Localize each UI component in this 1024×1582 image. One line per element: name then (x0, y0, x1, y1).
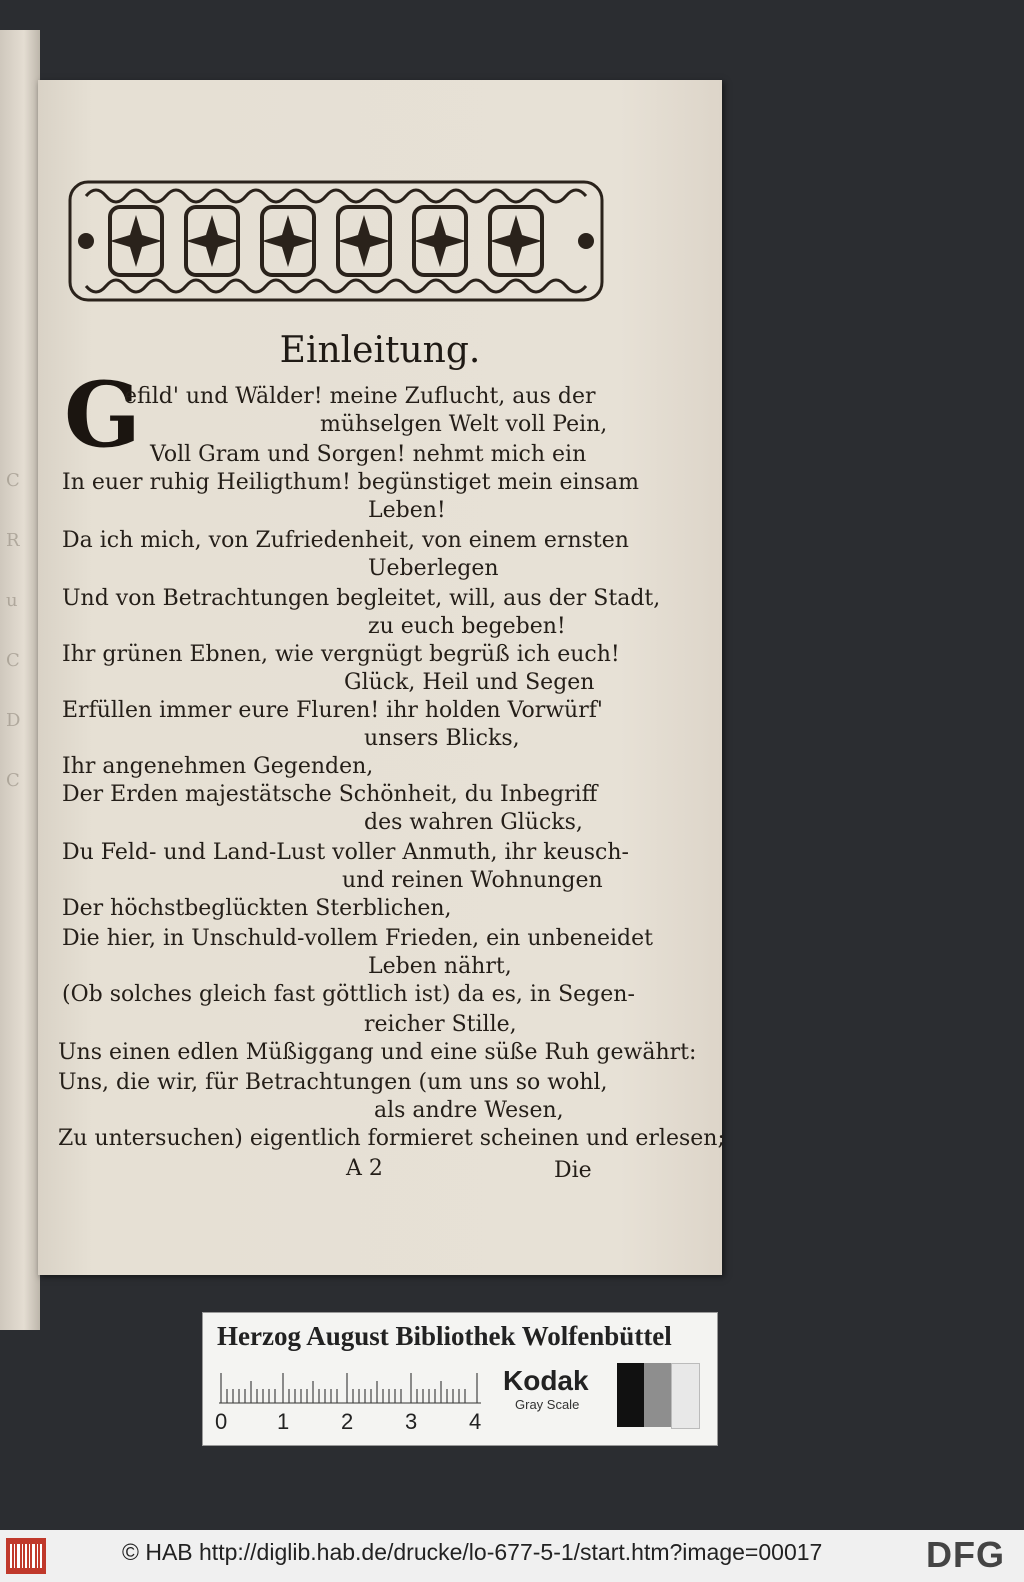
dfg-logo: DFG (926, 1534, 1005, 1575)
catchword: Die (554, 1158, 592, 1183)
verse-line: Ueberlegen (368, 556, 499, 581)
ghost-letter: R (6, 530, 20, 551)
verse-line: zu euch begeben! (368, 614, 566, 639)
verse-line: Und von Betrachtungen begleitet, will, aus der Stadt, (62, 586, 661, 611)
gray-swatch-mid (644, 1363, 671, 1427)
verse-line: Der Erden majestätsche Schönheit, du Inbegriff (62, 782, 598, 807)
verse-line: Du Feld- und Land-Lust voller Anmuth, ihr keusch- (62, 840, 629, 865)
book-page (38, 80, 725, 1275)
barcode-icon (6, 1538, 46, 1574)
credit-line: © HAB http://diglib.hab.de/drucke/lo-677-5-1/start.htm?image=00017 (122, 1539, 823, 1565)
verse-line: Ihr grünen Ebnen, wie vergnügt begrüß ich euch! (62, 642, 620, 667)
ruler-number: 3 (405, 1409, 418, 1434)
verse-line: als andre Wesen, (374, 1098, 564, 1123)
ruler-number: 1 (277, 1409, 290, 1434)
verse-line: des wahren Glücks, (364, 810, 583, 835)
ghost-letter: C (6, 650, 20, 671)
verse-line: Leben! (368, 498, 446, 523)
kodak-subtitle: Gray Scale (515, 1397, 580, 1412)
verse-line: Uns einen edlen Müßiggang und eine süße Ruh gewährt: (58, 1040, 697, 1065)
ghost-letter: u (6, 590, 18, 611)
ghost-letter: C (6, 470, 20, 491)
drop-capital: G (64, 362, 141, 468)
verse-line: unsers Blicks, (364, 726, 520, 751)
verse-line: Uns, die wir, für Betrachtungen (um uns so wohl, (58, 1070, 608, 1095)
verse-line: Zu untersuchen) eigentlich formieret scheinen und erlesen; (58, 1126, 725, 1151)
verse-line: Der höchstbeglückten Sterblichen, (62, 896, 452, 921)
verse-line: Erfüllen immer eure Fluren! ihr holden Vorwürf' (62, 698, 603, 723)
adjacent-page-edge (0, 30, 40, 1330)
verse-line: Voll Gram und Sorgen! nehmt mich ein (150, 442, 587, 467)
ruler-number: 4 (469, 1409, 482, 1434)
page-heading: Einleitung. (279, 330, 481, 371)
color-target-card (202, 1312, 718, 1446)
signature-mark: A 2 (346, 1156, 383, 1181)
verse-line: (Ob solches gleich fast göttlich ist) da es, in Segen- (62, 982, 635, 1007)
verse-line: Glück, Heil und Segen (344, 670, 595, 695)
gray-swatch-white (671, 1363, 700, 1429)
footer-bar (0, 1530, 1024, 1582)
verse-line: Da ich mich, von Zufriedenheit, von einem ernsten (62, 528, 629, 553)
library-name: Herzog August Bibliothek Wolfenbüttel (217, 1321, 672, 1351)
verse-line: efild' und Wälder! meine Zuflucht, aus der (124, 384, 596, 409)
verse-line: In euer ruhig Heiligthum! begünstiget mein einsam (62, 470, 640, 495)
ghost-letter: C (6, 770, 20, 791)
gray-swatch-black (617, 1363, 644, 1427)
verse-line: und reinen Wohnungen (342, 868, 603, 893)
ghost-letter: D (6, 710, 21, 731)
ruler-number: 2 (341, 1409, 354, 1434)
ruler-scale (219, 1369, 481, 1405)
verse-line: Die hier, in Unschuld-vollem Frieden, ein unbeneidet (62, 926, 653, 951)
ruler-number: 0 (215, 1409, 228, 1434)
verse-line: Ihr angenehmen Gegenden, (62, 754, 374, 779)
verse-line: reicher Stille, (364, 1012, 517, 1037)
verse-line: Leben nährt, (368, 954, 512, 979)
verse-line: mühselgen Welt voll Pein, (320, 412, 608, 437)
kodak-logo: Kodak (503, 1365, 589, 1396)
ornament-headpiece (66, 176, 606, 306)
